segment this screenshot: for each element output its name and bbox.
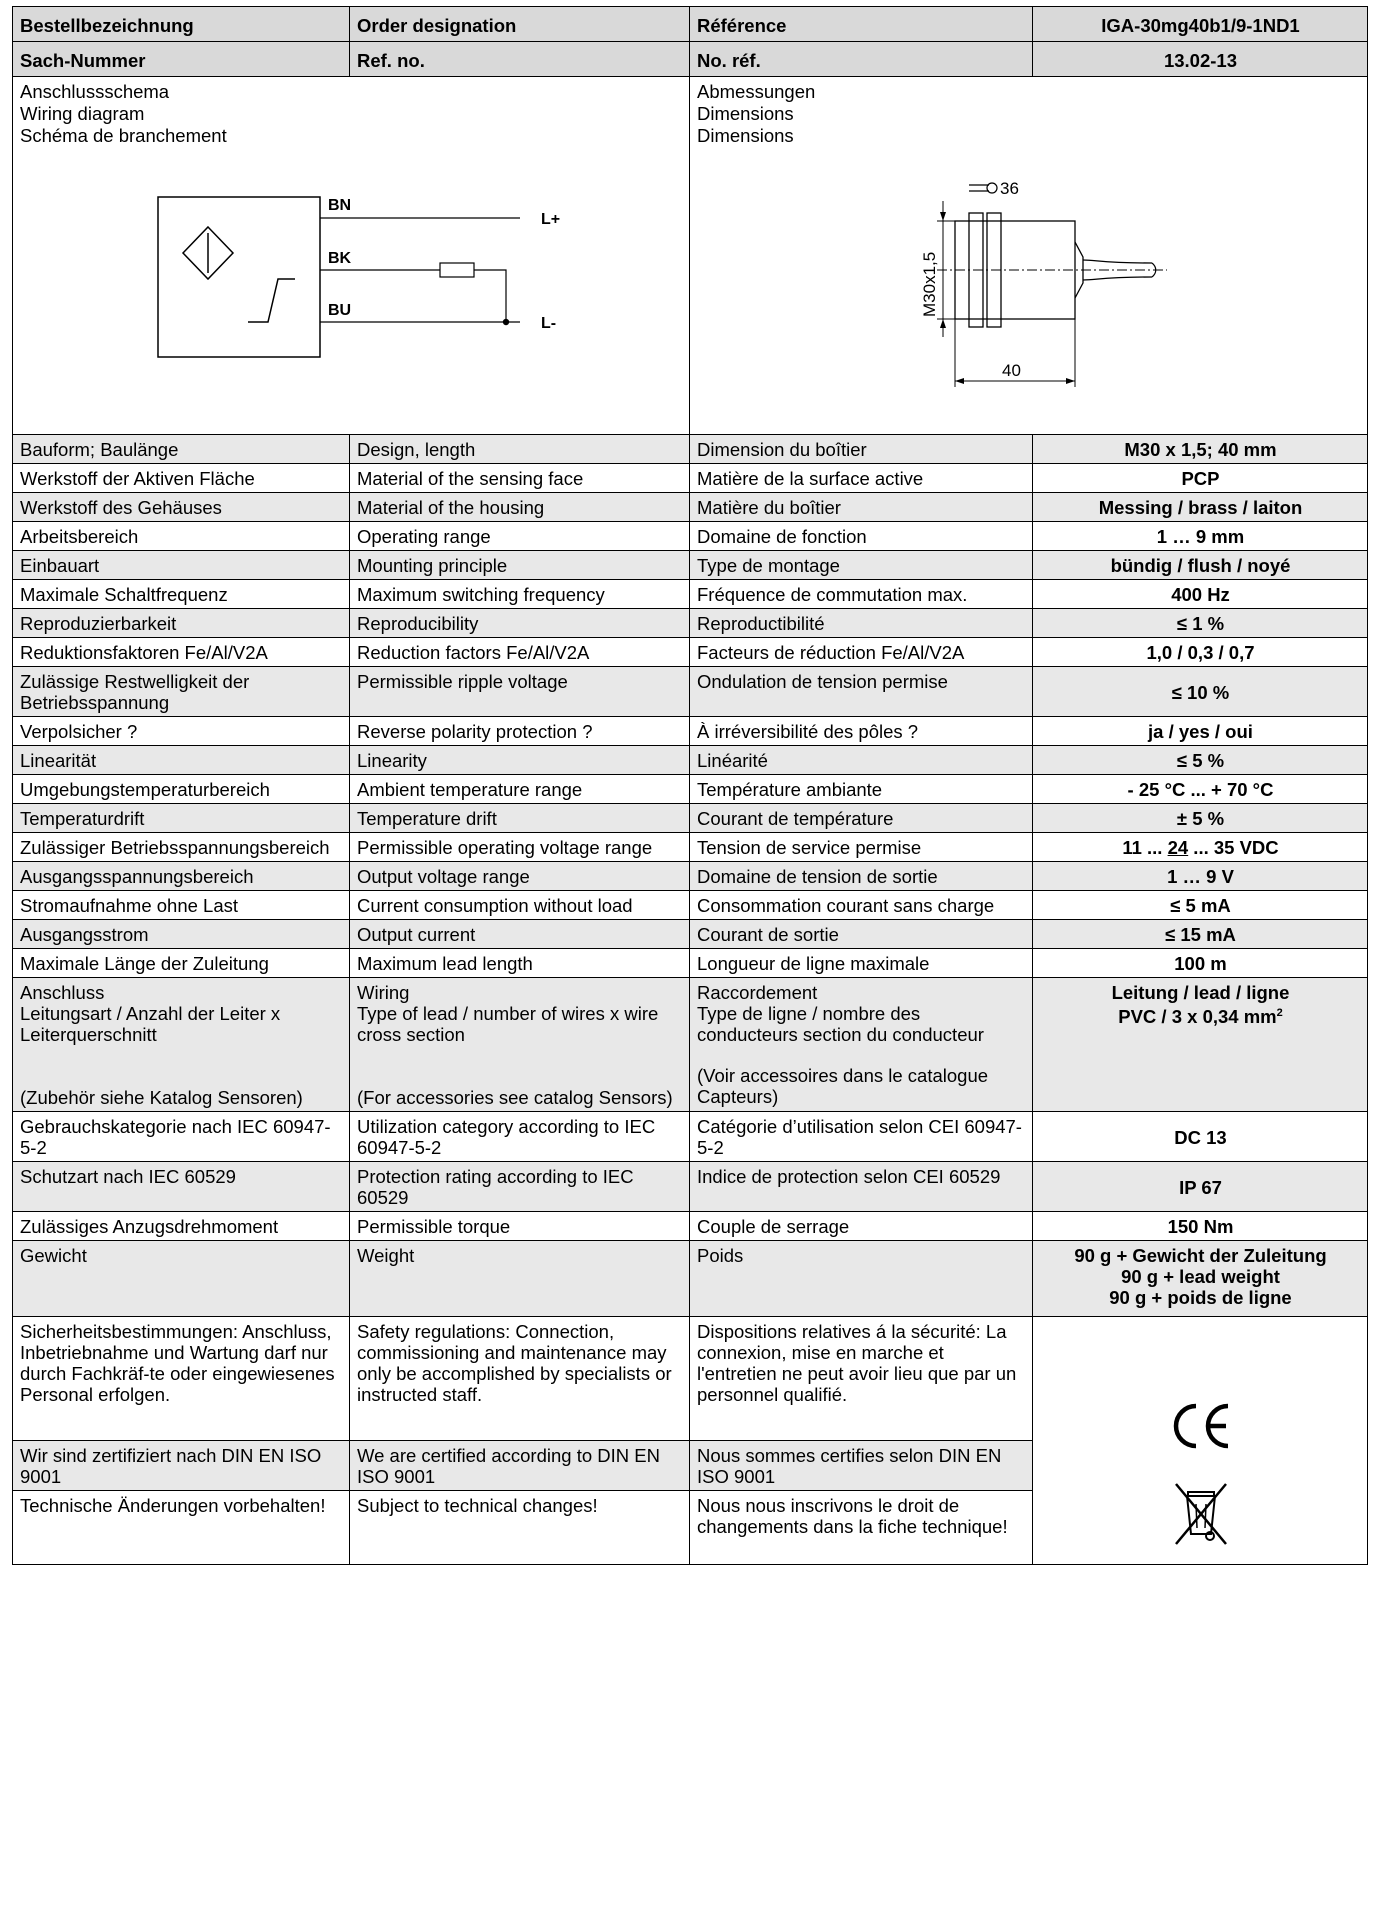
wiring-en-desc: Type of lead / number of wires x wire cross section	[357, 1003, 659, 1045]
wiring-fr-title: Raccordement	[697, 982, 818, 1003]
spec-value: 1 … 9 mm	[1033, 522, 1368, 551]
marks-cell	[1033, 1317, 1368, 1565]
label-en: Current consumption without load	[350, 891, 690, 920]
spec-row	[13, 804, 1368, 833]
spec-row	[13, 493, 1368, 522]
label-fr: Matière de la surface active	[690, 464, 1033, 493]
dim-title-fr: Dimensions	[697, 125, 794, 146]
wiring-diagram-cell	[13, 77, 690, 435]
label-en: Material of the housing	[350, 493, 690, 522]
spec-value: PCP	[1033, 464, 1368, 493]
label-fr: Référence	[690, 7, 1033, 42]
wiring-en-title: Wiring	[357, 982, 410, 1003]
header-row-ref	[13, 42, 1368, 77]
label-de: Umgebungstemperaturbereich	[13, 775, 350, 804]
safety-de: Sicherheitsbestimmungen: Anschluss, Inbetriebnahme und Wartung darf nur durch Fachkräf-te oder eingewiesenes Personal erfolgen.	[13, 1317, 350, 1441]
label-en: Linearity	[350, 746, 690, 775]
order-designation-value: IGA-30mg40b1/9-1ND1	[1033, 7, 1368, 42]
dimensions-cell	[690, 77, 1368, 435]
label-fr: Catégorie d’utilisation selon CEI 60947-5-2	[690, 1112, 1033, 1162]
wire-label-bu: BU	[328, 302, 352, 319]
terminal-lminus: L-	[541, 315, 557, 332]
label-de: Zulässige Restwelligkeit der Betriebsspannung	[13, 667, 350, 717]
wiring-title-en: Wiring diagram	[20, 103, 145, 124]
spec-row	[13, 464, 1368, 493]
safety-row	[13, 1317, 1368, 1441]
spec-rows	[13, 435, 1368, 1565]
label-en: Maximum lead length	[350, 949, 690, 978]
label-fr: Dimension du boîtier	[690, 435, 1033, 464]
arrow-right	[1066, 378, 1075, 384]
label-de: Gebrauchskategorie nach IEC 60947-5-2	[13, 1112, 350, 1162]
wiring-fr-note: (Voir accessoires dans le catalogue Capteurs)	[697, 1065, 989, 1107]
wiring-de	[13, 978, 350, 1112]
label-en: Design, length	[350, 435, 690, 464]
label-en: Mounting principle	[350, 551, 690, 580]
dimension-drawing	[697, 147, 1357, 417]
spec-value: bündig / flush / noyé	[1033, 551, 1368, 580]
label-en: Operating range	[350, 522, 690, 551]
terminal-lplus: L+	[541, 211, 561, 228]
wiring-de-note: (Zubehör siehe Katalog Sensoren)	[20, 1087, 303, 1108]
dim-title-en: Dimensions	[697, 103, 794, 124]
label-de: Maximale Länge der Zuleitung	[13, 949, 350, 978]
arrow-left	[955, 378, 964, 384]
weight-value-de: 90 g + Gewicht der Zuleitung	[1074, 1245, 1327, 1266]
spec-value: IP 67	[1033, 1162, 1368, 1212]
spec-value: 400 Hz	[1033, 580, 1368, 609]
spec-row	[13, 862, 1368, 891]
label-en: Permissible torque	[350, 1212, 690, 1241]
label-fr: Fréquence de commutation max.	[690, 580, 1033, 609]
label-de: Gewicht	[13, 1241, 350, 1317]
label-de: Werkstoff der Aktiven Fläche	[13, 464, 350, 493]
spec-table	[12, 6, 1368, 1565]
spec-row	[13, 551, 1368, 580]
label-de: Werkstoff des Gehäuses	[13, 493, 350, 522]
label-de: Linearität	[13, 746, 350, 775]
label-fr: Reproductibilité	[690, 609, 1033, 638]
spec-value: Messing / brass / laiton	[1033, 493, 1368, 522]
voltage-nominal: 24	[1167, 837, 1189, 858]
spec-row	[13, 775, 1368, 804]
weight-value-en: 90 g + lead weight	[1121, 1266, 1280, 1287]
wiring-value-text: PVC / 3 x 0,34 mm	[1118, 1006, 1277, 1028]
thread-label: M30x1,5	[920, 251, 939, 317]
label-en: Maximum switching frequency	[350, 580, 690, 609]
wiring-value-line1: Leitung / lead / ligne	[1111, 982, 1290, 1003]
label-fr: Type de montage	[690, 551, 1033, 580]
wiring-en-note: (For accessories see catalog Sensors)	[357, 1087, 673, 1108]
diagram-row	[13, 77, 1368, 435]
cert-fr: Nous sommes certifies selon DIN EN ISO 9001	[690, 1441, 1033, 1491]
wire-load	[474, 270, 506, 322]
ce-mark-icon	[1040, 1400, 1361, 1456]
spec-value: DC 13	[1033, 1112, 1368, 1162]
label-en: Temperature drift	[350, 804, 690, 833]
spec-row	[13, 717, 1368, 746]
label-fr: Facteurs de réduction Fe/Al/V2A	[690, 638, 1033, 667]
label-en: Ref. no.	[350, 42, 690, 77]
wiring-diagram	[20, 147, 680, 417]
weight-value	[1033, 1241, 1368, 1317]
label-fr: Matière du boîtier	[690, 493, 1033, 522]
wire-label-bn: BN	[328, 197, 352, 214]
label-en: Order designation	[350, 7, 690, 42]
wiring-title-fr: Schéma de branchement	[20, 125, 227, 146]
spec-value: ja / yes / oui	[1033, 717, 1368, 746]
label-de: Zulässiges Anzugsdrehmoment	[13, 1212, 350, 1241]
label-fr: Longueur de ligne maximale	[690, 949, 1033, 978]
label-de: Temperaturdrift	[13, 804, 350, 833]
spec-value: M30 x 1,5; 40 mm	[1033, 435, 1368, 464]
cert-de: Wir sind zertifiziert nach DIN EN ISO 9001	[13, 1441, 350, 1491]
voltage-min: 11 ...	[1122, 837, 1168, 858]
changes-fr: Nous nous inscrivons le droit de changements dans la fiche technique!	[690, 1491, 1033, 1565]
spec-row	[13, 746, 1368, 775]
spec-value: - 25 °C ... + 70 °C	[1033, 775, 1368, 804]
spec-value: ≤ 15 mA	[1033, 920, 1368, 949]
label-fr: Température ambiante	[690, 775, 1033, 804]
label-de: Bauform; Baulänge	[13, 435, 350, 464]
spec-row	[13, 920, 1368, 949]
label-fr: Tension de service permise	[690, 833, 1033, 862]
label-en: Weight	[350, 1241, 690, 1317]
wire-label-bk: BK	[328, 250, 352, 267]
label-en: Ambient temperature range	[350, 775, 690, 804]
label-en: Reverse polarity protection ?	[350, 717, 690, 746]
spec-value: ≤ 5 %	[1033, 746, 1368, 775]
voltage-max: ... 35 VDC	[1188, 837, 1279, 858]
label-fr: Indice de protection selon CEI 60529	[690, 1162, 1033, 1212]
spec-value: 150 Nm	[1033, 1212, 1368, 1241]
label-de: Maximale Schaltfrequenz	[13, 580, 350, 609]
spec-row	[13, 435, 1368, 464]
label-de: Ausgangsstrom	[13, 920, 350, 949]
spec-row	[13, 522, 1368, 551]
label-de: Arbeitsbereich	[13, 522, 350, 551]
spec-row	[13, 891, 1368, 920]
label-fr: No. réf.	[690, 42, 1033, 77]
wiring-value-line2	[1040, 1003, 1361, 1027]
spec-row	[13, 580, 1368, 609]
spec-value	[1033, 833, 1368, 862]
label-fr: Domaine de tension de sortie	[690, 862, 1033, 891]
spec-row	[13, 1162, 1368, 1212]
datasheet	[12, 6, 1367, 1565]
label-fr: Consommation courant sans charge	[690, 891, 1033, 920]
spec-row	[13, 667, 1368, 717]
label-en: Material of the sensing face	[350, 464, 690, 493]
changes-en: Subject to technical changes!	[350, 1491, 690, 1565]
label-de: Ausgangsspannungsbereich	[13, 862, 350, 891]
label-de: Reduktionsfaktoren Fe/Al/V2A	[13, 638, 350, 667]
spec-row	[13, 1212, 1368, 1241]
label-en: Protection rating according to IEC 60529	[350, 1162, 690, 1212]
label-fr: Poids	[690, 1241, 1033, 1317]
wiring-fr-desc: Type de ligne / nombre des conducteurs section du conducteur	[697, 1003, 984, 1045]
weight-value-fr: 90 g + poids de ligne	[1109, 1287, 1292, 1308]
label-de: Stromaufnahme ohne Last	[13, 891, 350, 920]
wiring-en	[350, 978, 690, 1112]
sensor-housing	[158, 197, 320, 357]
weee-bin-icon	[1040, 1478, 1361, 1552]
label-de: Bestellbezeichnung	[13, 7, 350, 42]
label-en: Output voltage range	[350, 862, 690, 891]
ref-no-value: 13.02-13	[1033, 42, 1368, 77]
changes-de: Technische Änderungen vorbehalten!	[13, 1491, 350, 1565]
arrow-top	[940, 212, 946, 221]
junction-dot	[503, 319, 509, 325]
spec-value: 100 m	[1033, 949, 1368, 978]
arrow-bottom	[940, 319, 946, 328]
length-label: 40	[1002, 361, 1021, 380]
label-fr: Courant de température	[690, 804, 1033, 833]
label-en: Reproducibility	[350, 609, 690, 638]
label-fr: Ondulation de tension permise	[690, 667, 1033, 717]
label-de: Verpolsicher ?	[13, 717, 350, 746]
label-fr: Linéarité	[690, 746, 1033, 775]
spec-value: 1 … 9 V	[1033, 862, 1368, 891]
label-en: Permissible operating voltage range	[350, 833, 690, 862]
spec-row	[13, 638, 1368, 667]
spec-value: ≤ 5 mA	[1033, 891, 1368, 920]
cert-en: We are certified according to DIN EN ISO 9001	[350, 1441, 690, 1491]
wrench-size: 36	[1000, 179, 1019, 198]
wiring-de-title: Anschluss	[20, 982, 105, 1003]
dim-title-de: Abmessungen	[697, 81, 816, 102]
wiring-de-desc: Leitungsart / Anzahl der Leiter x Leiterquerschnitt	[20, 1003, 281, 1045]
label-fr: Couple de serrage	[690, 1212, 1033, 1241]
safety-fr: Dispositions relatives á la sécurité: La connexion, mise en marche et l'entretien ne peut avoir lieu que par un personnel qualifié.	[690, 1317, 1033, 1441]
spec-row-weight	[13, 1241, 1368, 1317]
wiring-value-sup: 2	[1276, 1007, 1283, 1019]
label-fr: Domaine de fonction	[690, 522, 1033, 551]
spec-row	[13, 949, 1368, 978]
spec-value: ≤ 10 %	[1033, 667, 1368, 717]
spec-row-wiring	[13, 978, 1368, 1112]
label-de: Zulässiger Betriebsspannungsbereich	[13, 833, 350, 862]
wiring-fr	[690, 978, 1033, 1112]
spec-value: ± 5 %	[1033, 804, 1368, 833]
label-fr: Courant de sortie	[690, 920, 1033, 949]
label-fr: À irréversibilité des pôles ?	[690, 717, 1033, 746]
label-en: Reduction factors Fe/Al/V2A	[350, 638, 690, 667]
wiring-title-de: Anschlussschema	[20, 81, 170, 102]
switch-step-icon	[248, 279, 295, 322]
load-resistor	[440, 263, 474, 277]
safety-en: Safety regulations: Connection, commissioning and maintenance may only be accomplished by specialists or instructed staff.	[350, 1317, 690, 1441]
label-en: Utilization category according to IEC 60947-5-2	[350, 1112, 690, 1162]
spec-row-voltage	[13, 833, 1368, 862]
spec-row	[13, 1112, 1368, 1162]
label-en: Permissible ripple voltage	[350, 667, 690, 717]
label-de: Schutzart nach IEC 60529	[13, 1162, 350, 1212]
spec-value: 1,0 / 0,3 / 0,7	[1033, 638, 1368, 667]
spec-row	[13, 609, 1368, 638]
wrench-icon	[969, 183, 997, 193]
wiring-value	[1033, 978, 1368, 1112]
label-de: Sach-Nummer	[13, 42, 350, 77]
label-en: Output current	[350, 920, 690, 949]
header-row-order	[13, 7, 1368, 42]
label-de: Reproduzierbarkeit	[13, 609, 350, 638]
sensor-diamond-icon	[183, 227, 233, 279]
spec-value: ≤ 1 %	[1033, 609, 1368, 638]
label-de: Einbauart	[13, 551, 350, 580]
